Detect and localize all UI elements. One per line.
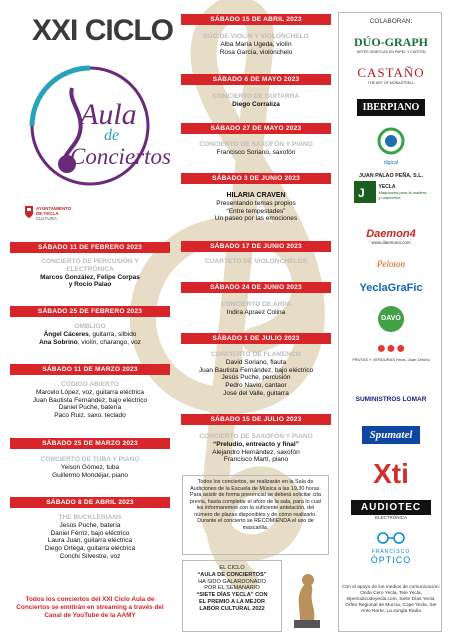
left-date-4: SÁBADO 25 DE MARZO 2023 <box>10 438 170 449</box>
palao-logo-icon <box>354 181 376 203</box>
sponsor-duo-graph: DÚO-GRAPH ARTES GRÁFICAS EN PAPEL Y CARTÓN <box>354 35 428 54</box>
left-date-3: SÁBADO 11 DE MARZO 2023 <box>10 364 170 375</box>
right-date-5: SÁBADO 17 DE JUNIO 2023 <box>181 241 331 252</box>
right-date-2: SÁBADO 6 DE MAYO 2023 <box>181 74 331 85</box>
left-concert-3: CÓDIGO ABIERTO Marcelo López, voz, guitarra eléctrica Juan Bautista Fernández, bajo eléctrico Daniel Puche, batería Paco Ruiz, saxo, teclado <box>32 381 148 420</box>
sponsor-iberpiano: IBERPIANO <box>339 97 443 116</box>
right-concert-6: CONCIERTO DE ARPA Indira Apraez Colina <box>220 301 292 316</box>
right-concert-2: CONCIERTO DE GUITARRA Diego Corraliza <box>212 93 300 108</box>
right-concert-3: CONCIERTO DE SAXOFÓN Y PIANO Francisco Soriano, saxofón <box>199 141 313 156</box>
right-concert-1: DÚO DE VIOLÍN Y VIOLONCHELO Alba María Ugeda, violín Rosa García, violonchelo <box>203 33 309 56</box>
sponsors-panel <box>338 12 442 632</box>
right-concert-5: CUARTETO DE VIOLONCHELOS <box>204 258 308 265</box>
media-support-note: Con el apoyo de los medios de comunicación: Onda Cero Yecla, Tele Yecla, elperiodicodeyecla.com, Siete Días Yecla, Orfeo Regional de Murcia, Cope Yecla, Ser Anto Norte, La Jungla Radio <box>342 585 440 614</box>
digical-logo-icon <box>377 127 405 155</box>
sponsor-daemon4: Daemon4 www.daemon4.com <box>366 228 416 245</box>
logo-de: de <box>104 127 120 144</box>
aula-de-conciertos-logo <box>22 52 172 202</box>
right-date-8: SÁBADO 15 DE JULIO 2023 <box>181 414 331 425</box>
sponsor-spumatel: Spumatel <box>339 425 443 444</box>
svg-text:J: J <box>357 186 365 200</box>
right-date-7: SÁBADO 1 DE JULIO 2023 <box>181 333 331 344</box>
award-box: EL CICLO “AULA DE CONCIERTOS” HA SIDO GALARDONADO POR EL SEMANARIO “SIETE DÍAS YECLA” CON EL PREMIO A LA MEJOR LABOR CULTURAL 2022 <box>182 560 282 632</box>
sponsor-lomar: SUMINISTROS LOMAR <box>355 396 427 403</box>
sponsor-digical: digical <box>339 127 443 166</box>
left-concert-5: THE BUCKLERIANS Jesús Puche, batería Daniel Férriz, bajo eléctrico Laura Juan, guitarra eléctrica Diego Ortega, guitarra eléctrica Conchi Silvestre, voz <box>44 514 136 560</box>
sponsor-xti: Xti <box>373 458 409 489</box>
sponsor-francisco-optico: FRANCISCO ÓPTICO <box>339 531 443 565</box>
sponsor-palao: JUAN PALAO PEÑA, S.L. J YECLA Maquinaria para la madera y carpintería <box>339 173 443 203</box>
left-date-2: SÁBADO 25 DE FEBRERO 2023 <box>10 306 170 317</box>
cycle-title: XXI CICLO <box>32 14 174 47</box>
glasses-icon <box>374 532 408 544</box>
sponsor-yeclagrafic: YeclaGraFic <box>359 282 423 294</box>
trophy-icon <box>286 568 328 630</box>
ayuntamiento-text: AYUNTAMIENTO DE YECLA CULTURA <box>36 206 72 221</box>
right-concert-7: CONCIERTO DE FLAMENCO David Soriano, flauta Juan Bautista Fernández, bajo eléctrico Jesús Puche, percusión Pedro Navío, cantaor José del Valle, guitarra <box>198 351 314 397</box>
sponsor-davo: DAVÓ <box>339 306 443 332</box>
sponsor-fruteria: ●●● FRUTAS Y VERDURAS Hnos. Juan Ortuño <box>352 340 430 362</box>
left-concert-4: CONCIERTO DE TUBA Y PIANO Yeison Gómez, tuba Guillermo Mondéjar, piano <box>40 456 140 479</box>
streaming-note: Todos los conciertos del XXI Ciclo Aula de Conciertos se emitirán en streaming a través del Canal de YouTube de la AAMY <box>16 596 164 619</box>
right-date-6: SÁBADO 24 DE JUNIO 2023 <box>181 282 331 293</box>
left-date-5: SÁBADO 8 DE ABRIL 2023 <box>10 497 170 508</box>
right-date-1: SÁBADO 15 DE ABRIL 2023 <box>181 14 331 25</box>
logo-conciertos: Conciertos <box>70 144 171 169</box>
ayuntamiento-crest-icon <box>24 205 34 219</box>
right-date-3: SÁBADO 27 DE MAYO 2023 <box>181 123 331 134</box>
sponsor-castano: CASTAÑO THE ART OF MONASTRELL <box>357 65 425 85</box>
right-date-4: SÁBADO 3 DE JUNIO 2023 <box>181 173 331 184</box>
sponsor-audiotec: AUDIOTEC ELECTRÓNICA <box>339 497 443 520</box>
left-concert-1: CONCIERTO DE PERCUSIÓN Y ELECTRÓNICA Marcos González, Felipe Corpas y Rocío Palao <box>40 258 140 289</box>
sponsors-heading: COLABORAN: <box>369 18 413 25</box>
logo-aula: Aula <box>80 98 137 131</box>
right-concert-8: CONCIERTO DE SAXOFÓN Y PIANO “Preludio, entreacto y final” Alejandro Hernández, saxofón Francisco Martí, piano <box>199 433 313 464</box>
sponsor-peloton: Peloton <box>377 259 405 269</box>
left-date-1: SÁBADO 11 DE FEBRERO 2023 <box>10 242 170 253</box>
venue-info-box: Todos los conciertos, se realizarán en la Sala de Audiciones de la Escuela de Música a las 19,30 horas. Para asistir de forma presencial se deberá solicitar cita previa, hasta completar el aforo de la sala, para lo cual les informaremos con la suficiente antelación, del número de plazas disponibles y de cómo realizarlo. Durante el concierto se RECOMIENDA el uso de mascarilla. <box>182 475 329 555</box>
left-concert-2: OMBLIGO Ángel Cáceres, guitarra, silbido Ana Sobrino, violín, charango, voz <box>39 323 141 346</box>
right-concert-4: HILARIA CRAVEN Presentando temas propios “Entre tempestades” Un paseo por las emociones <box>214 192 298 223</box>
